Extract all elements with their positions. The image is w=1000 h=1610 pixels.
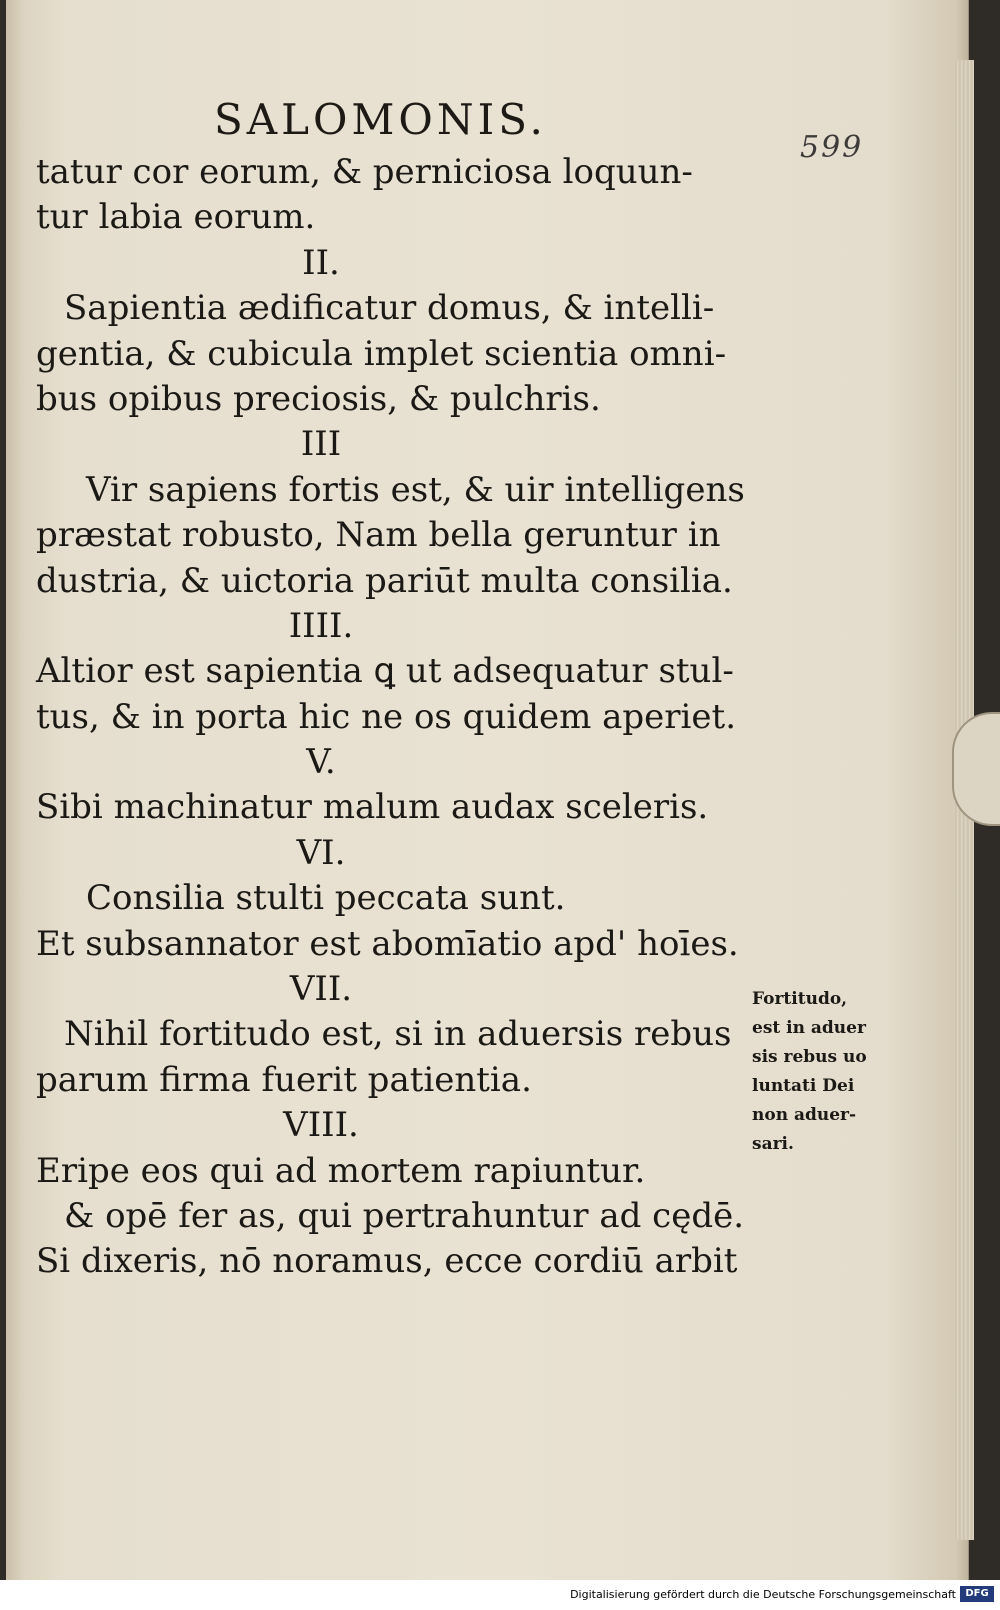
margin-note-line: luntati Dei: [752, 1076, 855, 1096]
margin-note-line: sis rebus uo: [752, 1047, 867, 1067]
body-line: bus opibus preciosis, & pulchris.: [36, 378, 601, 419]
body-line: Eripe eos qui ad mortem rapiuntur.: [36, 1150, 646, 1191]
body-line: Sibi machinatur malum audax sceleris.: [36, 787, 709, 828]
page-tab: [952, 712, 1000, 826]
body-line: præstat robusto, Nam bella geruntur in: [36, 515, 721, 556]
body-line: tus, & in porta hic ne os quidem aperiet.: [36, 696, 737, 737]
body-line: Sapientia ædificatur domus, & intelli-: [64, 288, 715, 329]
footer-bar: [0, 1580, 1000, 1610]
body-line: tur labia eorum.: [36, 197, 316, 238]
verse-numeral: IIII.: [288, 605, 354, 646]
verse-numeral: II.: [302, 242, 340, 283]
body-text: [36, 150, 776, 1285]
footer-credit: Digitalisierung gefördert durch die Deutsche Forschungsgemeinschaft: [570, 1588, 956, 1601]
running-head: SALOMONIS.: [214, 95, 547, 144]
body-line: tatur cor eorum, & perniciosa loquun-: [36, 152, 693, 192]
folio-number: 599: [800, 130, 864, 165]
dfg-logo: DFG: [960, 1586, 994, 1602]
verse-numeral: VIII.: [283, 1105, 359, 1146]
body-line: parum firma fuerit patientia.: [36, 1059, 532, 1100]
verse-numeral: III: [300, 424, 342, 465]
body-line: Altior est sapientia ꝗ ut adsequatur stul-: [36, 651, 734, 692]
margin-note-line: Fortitudo,: [752, 989, 848, 1009]
margin-note-line: sari.: [752, 1134, 794, 1154]
body-line: Vir sapiens fortis est, & uir intelligens: [86, 469, 745, 510]
verse-numeral: VII.: [289, 969, 353, 1010]
verse-numeral: V.: [306, 742, 336, 783]
margin-note: [752, 985, 892, 1159]
body-line: Et subsannator est abomīatio apd' hoīes.: [36, 923, 739, 964]
margin-note-line: non aduer-: [752, 1105, 857, 1125]
body-line: Consilia stulti peccata sunt.: [86, 878, 566, 919]
body-line: Si dixeris, nō noramus, ecce cordiū arbit: [36, 1241, 738, 1282]
body-line: & opē fer as, qui pertrahuntur ad cędē.: [64, 1195, 745, 1236]
margin-note-line: est in aduer: [752, 1018, 866, 1038]
verse-numeral: VI.: [296, 832, 346, 873]
body-line: dustria, & uictoria pariūt multa consilia.: [36, 560, 733, 601]
body-line: gentia, & cubicula implet scientia omni-: [36, 333, 727, 374]
body-line: Nihil fortitudo est, si in aduersis rebus: [64, 1014, 732, 1055]
